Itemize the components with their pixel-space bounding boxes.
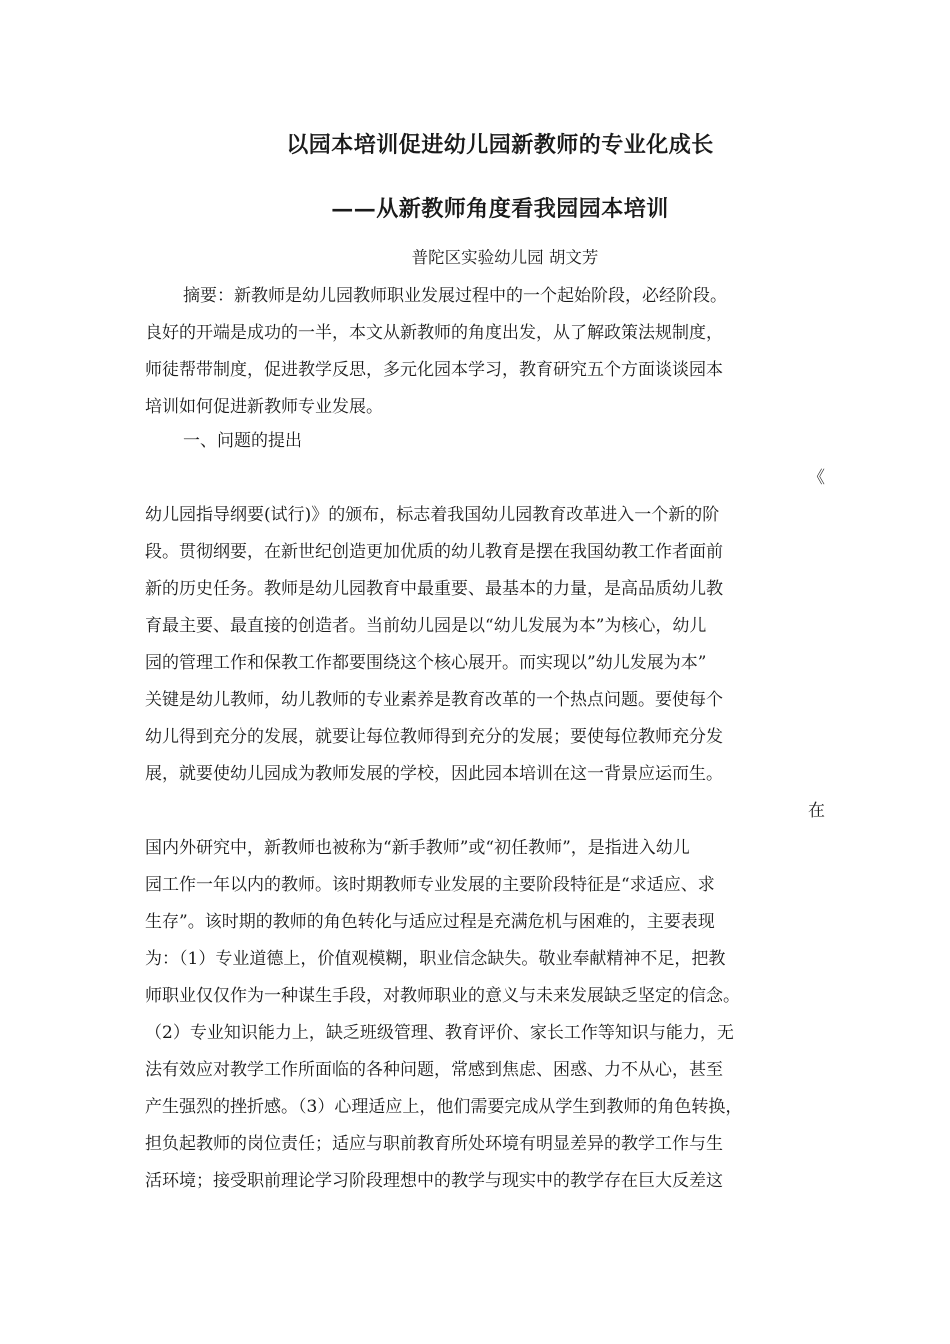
- paragraph-line: 产生强烈的挫折感。（3）心理适应上，他们需要完成从学生到教师的角色转换，: [145, 1097, 743, 1117]
- section-heading: [145, 423, 825, 460]
- paragraph-2: [145, 793, 825, 1200]
- section-heading-text: 一、问题的提出: [183, 431, 302, 451]
- paragraph-line: （2）专业知识能力上，缺乏班级管理、教育评价、家长工作等知识与能力，无: [145, 1023, 734, 1043]
- paragraph-1: [145, 460, 825, 793]
- paragraph-line: 为：（1）专业道德上，价值观模糊，职业信念缺失。敬业奉献精神不足，把教: [145, 949, 726, 969]
- paragraph-line: 园工作一年以内的教师。该时期教师专业发展的主要阶段特征是“求适应、求: [145, 875, 715, 895]
- paragraph-line: 新的历史任务。教师是幼儿园教育中最重要、最基本的力量，是高品质幼儿教: [145, 579, 723, 599]
- abstract-line: 摘要：新教师是幼儿园教师职业发展过程中的一个起始阶段，必经阶段。: [183, 286, 727, 306]
- paragraph-line: 园的管理工作和保教工作都要围绕这个核心展开。而实现以”幼儿发展为本”: [145, 653, 707, 673]
- abstract-line: 师徒帮带制度，促进教学反思，多元化园本学习，教育研究五个方面谈谈园本: [145, 360, 723, 380]
- paragraph-line: 育最主要、最直接的创造者。当前幼儿园是以“幼儿发展为本”为核心，幼儿: [145, 616, 707, 636]
- paragraph-line: 关键是幼儿教师，幼儿教师的专业素养是教育改革的一个热点问题。要使每个: [145, 690, 723, 710]
- abstract-line: 培训如何促进新教师专业发展。: [145, 397, 383, 417]
- document-subtitle: ——从新教师角度看我园园本培训: [331, 196, 669, 222]
- abstract-line: 良好的开端是成功的一半，本文从新教师的角度出发，从了解政策法规制度，: [145, 323, 723, 343]
- paragraph-line: 幼儿园指导纲要(试行)》的颁布，标志着我国幼儿园教育改革进入一个新的阶: [145, 505, 720, 525]
- paragraph-line: 展，就要使幼儿园成为教师发展的学校，因此园本培训在这一背景应运而生。: [145, 764, 723, 784]
- paragraph-line: 担负起教师的岗位责任；适应与职前教育所处环境有明显差异的教学工作与生: [145, 1134, 723, 1154]
- paragraph-line: 师职业仅仅作为一种谋生手段，对教师职业的意义与未来发展缺乏坚定的信念。: [145, 986, 740, 1006]
- abstract: [145, 278, 825, 426]
- paragraph-line: 生存”。该时期的教师的角色转化与适应过程是充满危机与困难的，主要表现: [145, 912, 715, 932]
- author-line: 普陀区实验幼儿园 胡文芳: [411, 248, 599, 267]
- document-title: 以园本培训促进幼儿园新教师的专业化成长: [286, 132, 714, 158]
- paragraph-line: 国内外研究中，新教师也被称为“新手教师”或“初任教师”，是指进入幼儿: [145, 838, 690, 858]
- paragraph-line: 段。贯彻纲要，在新世纪创造更加优质的幼儿教育是摆在我国幼教工作者面前: [145, 542, 723, 562]
- paragraph-lead: 在: [808, 801, 825, 821]
- paragraph-line: 活环境；接受职前理论学习阶段理想中的教学与现实中的教学存在巨大反差这: [145, 1171, 723, 1191]
- paragraph-lead: 《: [808, 468, 825, 488]
- paragraph-line: 法有效应对教学工作所面临的各种问题，常感到焦虑、困惑、力不从心，甚至: [145, 1060, 723, 1080]
- paragraph-line: 幼儿得到充分的发展，就要让每位教师得到充分的发展；要使每位教师充分发: [145, 727, 723, 747]
